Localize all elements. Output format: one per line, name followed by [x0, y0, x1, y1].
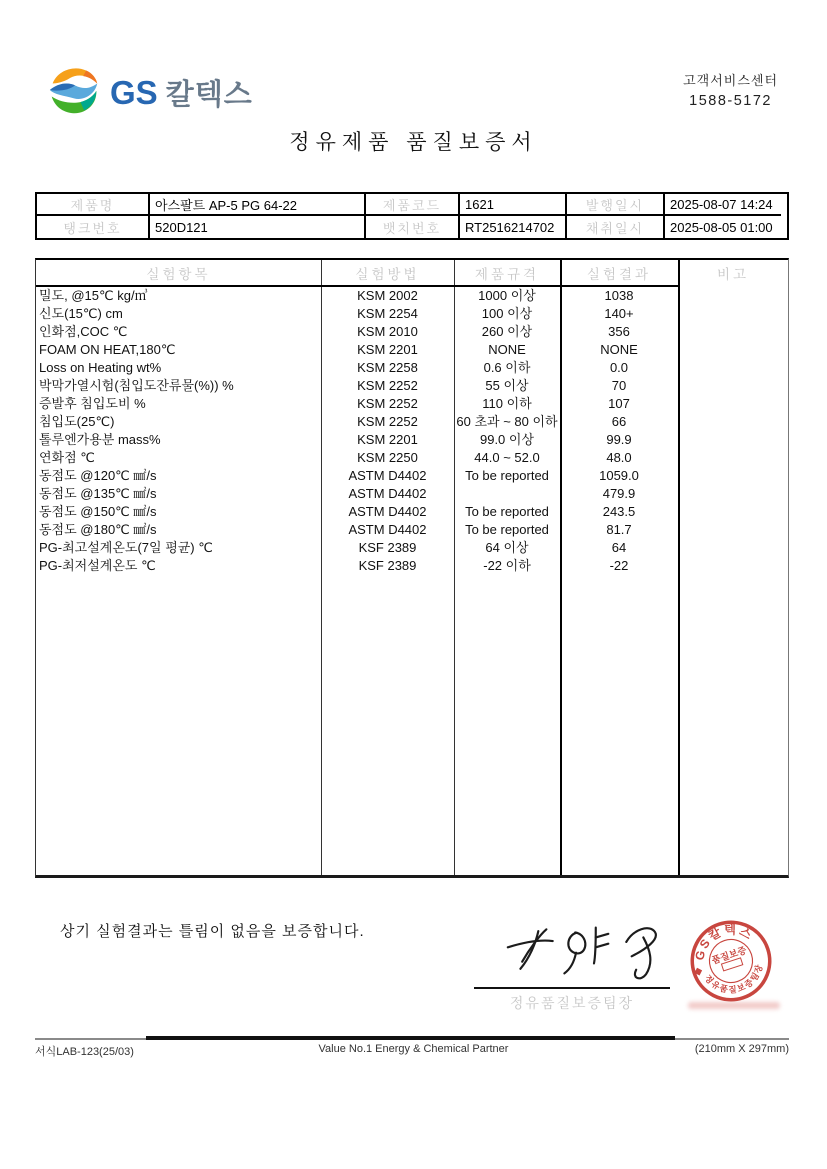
result-cell: 48.0 — [606, 450, 632, 465]
table-row — [36, 395, 788, 413]
note-cell — [678, 449, 788, 467]
method-cell: KSM 2201 — [357, 342, 418, 357]
logo-name-text: 칼텍스 — [165, 79, 253, 111]
item-cell: FOAM ON HEAT,180℃ — [39, 342, 176, 357]
spec-cell: 0.6 이하 — [483, 360, 531, 375]
method-cell: KSM 2010 — [357, 324, 418, 339]
note-cell — [678, 467, 788, 485]
method-cell: KSM 2250 — [357, 450, 418, 465]
signature-line — [474, 987, 670, 989]
table-row — [36, 467, 788, 485]
col-header-spec: 제품규격 — [474, 266, 540, 282]
item-cell: 동점도 @150℃ ㎟/s — [39, 504, 157, 519]
method-cell: KSM 2258 — [357, 360, 418, 375]
handwritten-signature — [495, 915, 675, 990]
footer-slogan: Value No.1 Energy & Chemical Partner — [318, 1043, 509, 1055]
spec-cell: 100 이상 — [481, 306, 533, 321]
result-cell: -22 — [609, 558, 629, 573]
result-cell: 99.9 — [606, 432, 632, 447]
results-table-header — [36, 260, 788, 285]
table-row — [36, 539, 788, 557]
spec-cell: To be reported — [465, 504, 549, 519]
note-cell — [678, 395, 788, 413]
issue-datetime-label: 발행일시 — [567, 194, 665, 216]
result-cell: 479.9 — [602, 486, 636, 501]
product-info-table — [35, 192, 789, 240]
logo-brand-text: GS — [110, 73, 158, 111]
product-code-label: 제품코드 — [366, 194, 460, 216]
note-cell — [678, 305, 788, 323]
table-row — [36, 485, 788, 503]
note-cell — [678, 323, 788, 341]
spec-cell: To be reported — [465, 522, 549, 537]
item-cell: 동점도 @120℃ ㎟/s — [39, 468, 157, 483]
note-cell — [678, 485, 788, 503]
note-cell — [678, 287, 788, 305]
note-cell — [678, 341, 788, 359]
signer-title: 정유품질보증팀장 — [509, 995, 635, 1011]
footer-paper-size: (210mm X 297mm) — [694, 1043, 789, 1055]
method-cell: ASTM D4402 — [348, 468, 427, 483]
table-row — [36, 521, 788, 539]
table-row — [36, 341, 788, 359]
result-cell: 0.0 — [609, 360, 629, 375]
note-cell — [678, 557, 788, 575]
method-cell: KSF 2389 — [358, 558, 417, 573]
item-cell: 인화점,COC ℃ — [39, 324, 128, 339]
table-row — [36, 431, 788, 449]
item-cell: PG-최저설계온도 ℃ — [39, 558, 156, 573]
page-title: 정유제품 품질보증서 — [289, 131, 538, 154]
method-cell: ASTM D4402 — [348, 522, 427, 537]
tank-no-label: 탱크번호 — [37, 216, 150, 238]
table-row — [36, 503, 788, 521]
stamp-ink-smudge — [688, 1002, 780, 1009]
col-header-result: 실험결과 — [586, 266, 652, 282]
table-row — [36, 377, 788, 395]
product-code-value: 1621 — [460, 194, 567, 216]
spec-cell: 55 이상 — [485, 378, 529, 393]
item-cell: 동점도 @180℃ ㎟/s — [39, 522, 157, 537]
customer-center-label: 고객서비스센터 — [683, 73, 778, 88]
item-cell: 박막가열시험(침입도잔류물(%)) % — [39, 378, 234, 393]
table-row — [36, 557, 788, 575]
method-cell: KSM 2201 — [357, 432, 418, 447]
sampling-datetime-label: 채취일시 — [567, 216, 665, 238]
result-cell: 107 — [608, 396, 630, 411]
stamp-top-text: GS칼텍스 — [692, 922, 756, 962]
table-row — [36, 413, 788, 431]
result-cell: 70 — [611, 378, 627, 393]
note-cell — [678, 539, 788, 557]
issue-datetime-value: 2025-08-07 14:24 — [665, 194, 781, 216]
spec-cell: -22 이하 — [483, 558, 531, 573]
result-cell: 1038 — [604, 288, 634, 303]
spec-cell: 260 이상 — [481, 324, 533, 339]
item-cell: 연화점 ℃ — [39, 450, 95, 465]
method-cell: KSM 2252 — [357, 396, 418, 411]
method-cell: KSF 2389 — [358, 540, 417, 555]
note-cell — [678, 521, 788, 539]
batch-no-label: 뱃치번호 — [366, 216, 460, 238]
note-cell — [678, 503, 788, 521]
test-results-table — [35, 258, 789, 878]
result-cell: 66 — [611, 414, 627, 429]
table-row — [36, 449, 788, 467]
spec-cell: To be reported — [465, 468, 549, 483]
result-cell: 64 — [611, 540, 627, 555]
note-cell — [678, 377, 788, 395]
item-cell: 동점도 @135℃ ㎟/s — [39, 486, 157, 501]
results-table-body — [36, 287, 788, 575]
col-header-note: 비고 — [716, 266, 750, 282]
guarantee-statement: 상기 실험결과는 틀림이 없음을 보증합니다. — [60, 923, 365, 940]
spec-cell: 1000 이상 — [478, 288, 536, 303]
result-cell: NONE — [600, 342, 638, 357]
method-cell: KSM 2252 — [357, 414, 418, 429]
spec-cell: NONE — [488, 342, 526, 357]
table-row — [36, 305, 788, 323]
stamp-bottom-text: 정유품질보증팀장 — [702, 962, 765, 995]
customer-center-phone: 1588-5172 — [689, 93, 772, 109]
item-cell: 증발후 침입도비 % — [39, 396, 146, 411]
item-cell: 밀도, @15℃ kg/㎥ — [39, 288, 148, 303]
note-cell — [678, 431, 788, 449]
result-cell: 356 — [608, 324, 630, 339]
spec-cell: 99.0 이상 — [479, 432, 535, 447]
spec-cell: 44.0 ~ 52.0 — [474, 450, 540, 465]
spec-cell: 60 초과 ~ 80 이하 — [456, 414, 558, 429]
spec-cell: 110 이하 — [482, 396, 532, 411]
note-cell — [678, 359, 788, 377]
note-cell — [678, 413, 788, 431]
tank-no-value: 520D121 — [150, 216, 366, 238]
result-cell: 140+ — [604, 306, 634, 321]
table-row — [36, 359, 788, 377]
customer-service-center — [683, 70, 778, 109]
method-cell: ASTM D4402 — [348, 504, 427, 519]
table-row — [36, 323, 788, 341]
method-cell: KSM 2254 — [357, 306, 418, 321]
gs-swirl-logo-icon — [46, 64, 102, 121]
footer-rule-accent — [146, 1036, 675, 1040]
product-name-value: 아스팔트 AP-5 PG 64-22 — [150, 194, 366, 216]
result-cell: 243.5 — [602, 504, 636, 519]
sampling-datetime-value: 2025-08-05 01:00 — [670, 219, 773, 235]
method-cell: KSM 2002 — [357, 288, 418, 303]
result-cell: 81.7 — [606, 522, 632, 537]
item-cell: 신도(15℃) cm — [39, 306, 123, 321]
method-cell: ASTM D4402 — [348, 486, 427, 501]
result-cell: 1059.0 — [599, 468, 639, 483]
spec-cell: 64 이상 — [485, 540, 529, 555]
stamp-inner-text: 품질보증 — [710, 945, 748, 966]
spec-cell — [454, 485, 560, 503]
item-cell: Loss on Heating wt% — [39, 360, 162, 375]
gs-caltex-logo — [46, 64, 253, 121]
item-cell: 톨루엔가용분 mass% — [39, 432, 161, 447]
company-seal-stamp — [677, 907, 785, 1015]
method-cell: KSM 2252 — [357, 378, 418, 393]
item-cell: 침입도(25℃) — [39, 414, 115, 429]
batch-no-value: RT2516214702 — [460, 216, 567, 238]
footer-form-number: 서식LAB-123(25/03) — [35, 1046, 134, 1058]
table-row — [36, 287, 788, 305]
item-cell: PG-최고설계온도(7일 평균) ℃ — [39, 540, 213, 555]
col-header-item: 실험항목 — [146, 266, 211, 282]
product-name-label: 제품명 — [37, 194, 150, 216]
col-header-method: 실험방법 — [355, 266, 420, 282]
